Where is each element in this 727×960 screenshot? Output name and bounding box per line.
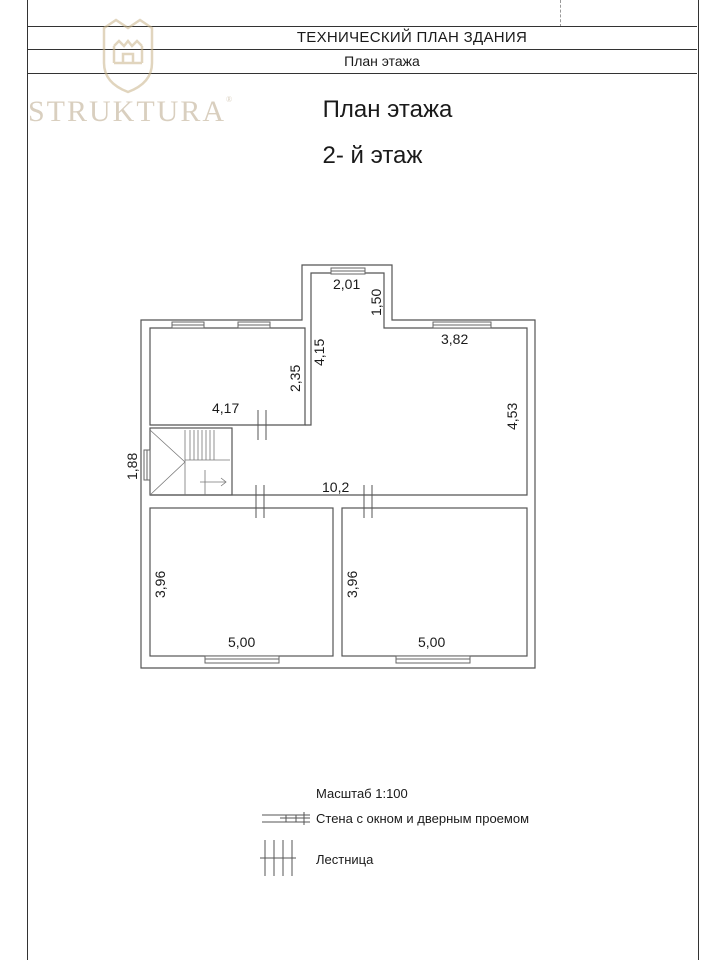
dim-left-room-width: 4,17 bbox=[212, 400, 240, 416]
dim-bottom-left-width: 5,00 bbox=[228, 634, 256, 650]
brand-wordmark: STRUKTURA® bbox=[28, 95, 235, 128]
document-title: ТЕХНИЧЕСКИЙ ПЛАН ЗДАНИЯ bbox=[27, 26, 697, 50]
legend-wall-symbol bbox=[262, 812, 310, 825]
dim-total-width: 10,2 bbox=[322, 479, 350, 495]
legend-stair-symbol bbox=[260, 840, 296, 876]
legend-scale: Масштаб 1:100 bbox=[316, 786, 408, 801]
dim-corridor-height: 4,15 bbox=[311, 338, 327, 366]
legend-stair-label: Лестница bbox=[316, 852, 374, 867]
legend-wall-label: Стена с окном и дверным проемом bbox=[316, 811, 530, 826]
dim-right-room-depth: 4,53 bbox=[504, 402, 520, 430]
dim-left-room-height: 2,35 bbox=[287, 364, 303, 392]
dim-bay-width: 2,01 bbox=[333, 276, 361, 292]
plan-title: План этажа bbox=[322, 96, 453, 123]
floor-label: 2- й этаж bbox=[322, 142, 423, 169]
stair-box bbox=[150, 428, 232, 495]
dim-right-room-width: 3,82 bbox=[441, 331, 469, 347]
dim-bottom-right-height: 3,96 bbox=[344, 570, 360, 598]
dim-bottom-right-width: 5,00 bbox=[418, 634, 446, 650]
dim-stair-width: 1,88 bbox=[124, 452, 140, 480]
document-subtitle: План этажа bbox=[27, 49, 697, 74]
dim-bay-depth: 1,50 bbox=[368, 288, 384, 316]
dim-bottom-left-height: 3,96 bbox=[152, 570, 168, 598]
